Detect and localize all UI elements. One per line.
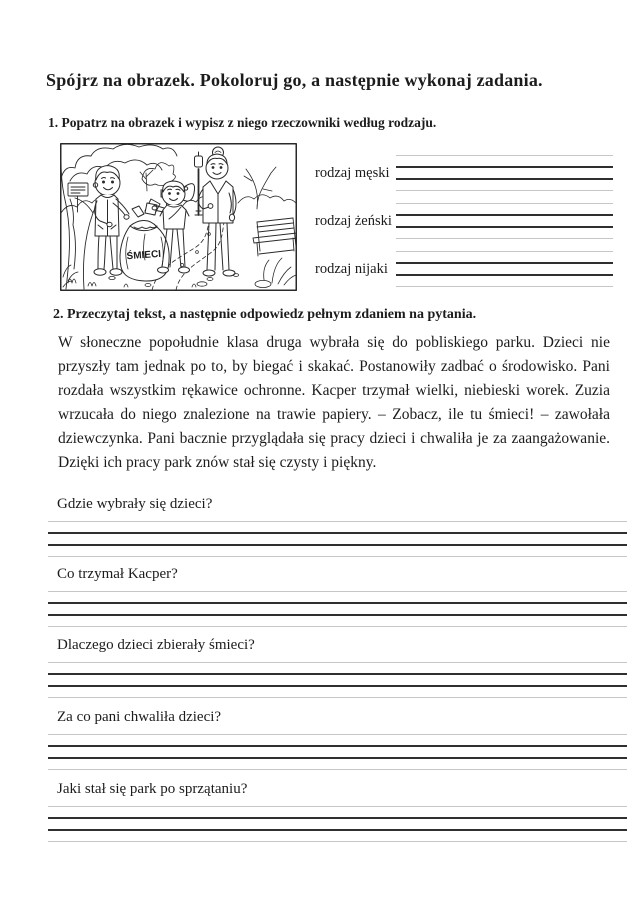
write-line xyxy=(396,274,613,276)
park-bench xyxy=(253,218,297,256)
write-line xyxy=(48,745,627,747)
lamp-post xyxy=(195,152,203,215)
guide-line xyxy=(48,841,627,842)
guide-line xyxy=(48,697,627,698)
writing-lines xyxy=(396,251,613,288)
bare-tree xyxy=(244,167,276,209)
write-line xyxy=(48,817,627,819)
gender-label: rodzaj nijaki xyxy=(315,261,388,277)
answer-lines xyxy=(48,591,627,627)
guide-line xyxy=(48,521,627,522)
reading-passage: W słoneczne popołudnie klasa druga wybrała się do pobliskiego parku. Dzieci nie przyszły tam jednak po to, by biegać i skakać. Postanowiły zadbać o środowisko. Pani rozdała wszystkim rękawice ochronne. Kacper trzymał wielki, niebieski worek. Zuzia wrzucała do niego znalezione na trawie papiery. – Zobacz, ile tu śmieci! – zawołała dziewczynka. Pani bacznie przyglądała się pracy dzieci i chwaliła je za zaangażowanie. Dzięki ich pracy park znów stał się czysty i piękny. xyxy=(58,334,610,471)
path-pebbles xyxy=(180,219,218,267)
question-block-5 xyxy=(0,780,636,842)
question-block-4 xyxy=(0,708,636,770)
guide-line xyxy=(396,155,613,156)
answer-lines xyxy=(48,662,627,698)
task2-heading: 2. Przeczytaj tekst, a następnie odpowiedz pełnym zdaniem na pytania. xyxy=(53,307,477,322)
guide-line xyxy=(48,591,627,592)
guide-line xyxy=(48,662,627,663)
park-cleanup-illustration xyxy=(60,143,297,291)
smieci-bag-label: ŚMIECI xyxy=(126,248,162,263)
guide-line xyxy=(48,769,627,770)
write-line xyxy=(396,214,613,216)
writing-lines xyxy=(396,155,613,192)
answer-lines xyxy=(48,806,627,842)
guide-line xyxy=(396,238,613,239)
task1-heading: 1. Popatrz na obrazek i wypisz z niego rzeczowniki według rodzaju. xyxy=(48,115,437,130)
write-line xyxy=(396,226,613,228)
gender-row-feminine xyxy=(315,203,613,240)
write-line xyxy=(48,673,627,675)
write-line xyxy=(48,829,627,831)
write-line xyxy=(48,757,627,759)
gender-label: rodzaj żeński xyxy=(315,213,392,229)
guide-line xyxy=(396,286,613,287)
gender-row-neuter xyxy=(315,251,613,288)
question-text: Dlaczego dzieci zbierały śmieci? xyxy=(57,637,255,653)
question-block-3 xyxy=(0,636,636,698)
question-block-1 xyxy=(0,495,636,557)
guide-line xyxy=(396,251,613,252)
park-cleanup-drawing xyxy=(60,143,297,291)
guide-line xyxy=(48,734,627,735)
question-text: Gdzie wybrały się dzieci? xyxy=(57,496,213,512)
write-line xyxy=(48,544,627,546)
write-line xyxy=(48,602,627,604)
worksheet-title: Spójrz na obrazek. Pokoloruj go, a następnie wykonaj zadania. xyxy=(46,70,543,90)
gender-row-masculine xyxy=(315,155,613,192)
write-line xyxy=(48,532,627,534)
question-text: Jaki stał się park po sprzątaniu? xyxy=(57,781,248,797)
gender-label: rodzaj męski xyxy=(315,165,390,181)
question-block-2 xyxy=(0,565,636,627)
write-line xyxy=(48,614,627,616)
teacher-figure xyxy=(199,147,237,276)
guide-line xyxy=(396,203,613,204)
write-line xyxy=(48,685,627,687)
answer-lines xyxy=(48,734,627,770)
writing-lines xyxy=(396,203,613,240)
write-line xyxy=(396,178,613,180)
guide-line xyxy=(48,806,627,807)
guide-line xyxy=(48,556,627,557)
write-line xyxy=(396,166,613,168)
guide-line xyxy=(48,626,627,627)
write-line xyxy=(396,262,613,264)
answer-lines xyxy=(48,521,627,557)
question-text: Za co pani chwaliła dzieci? xyxy=(57,709,222,725)
guide-line xyxy=(396,190,613,191)
question-text: Co trzymał Kacper? xyxy=(57,566,178,582)
